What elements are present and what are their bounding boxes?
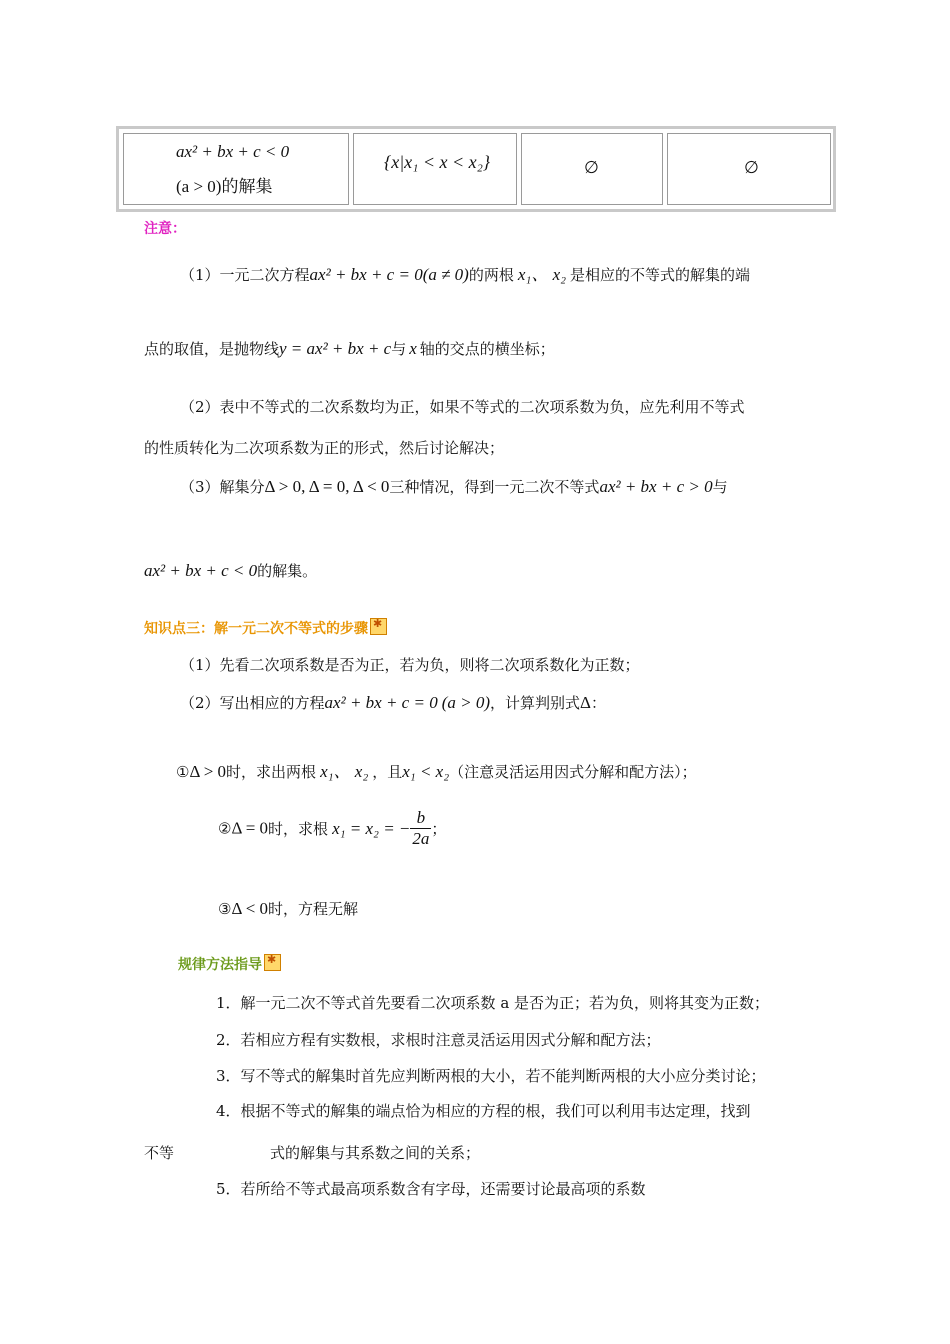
solution-table — [116, 126, 836, 212]
note-2-line-2: 的性质转化为二次项系数为正的形式，然后讨论解决； — [144, 439, 505, 457]
inequality-condition: (a > 0)的解集 — [176, 177, 273, 196]
section-title-method: 规律方法指导✱ — [178, 954, 281, 974]
method-item-5: 5．若所给不等式最高项系数含有字母，还需要讨论最高项的系数 — [216, 1180, 646, 1198]
note-3-line-2: ax² + bx + c < 0的解集。 — [144, 561, 318, 580]
note-3-line-1: （3）解集分Δ > 0, Δ = 0, Δ < 0三种情况，得到一元二次不等式ax² + bx + c > 0与 — [180, 477, 728, 496]
expand-icon[interactable] — [370, 618, 387, 635]
k3-case-3: ③Δ < 0时，方程无解 — [218, 899, 359, 918]
note-2-line-1: （2）表中不等式的二次系数均为正，如果不等式的二次项系数为负，应先利用不等式 — [180, 398, 745, 416]
inequality-lt: ax² + bx + c < 0 — [144, 561, 258, 580]
k3-case-2: ②Δ = 0时，求根 x₁ = x₂ = − $\frac{b}{2a}$ ； — [218, 808, 447, 848]
section-title-k3: 知识点三：解一元二次不等式的步骤✱ — [144, 618, 387, 638]
table-cell-solution-zero — [521, 133, 663, 205]
fraction: $\frac{b}{2a}$ — [412, 808, 430, 848]
k3-step-2: （2）写出相应的方程ax² + bx + c = 0 (a > 0)，计算判别式Δ： — [180, 693, 606, 712]
table-cell-solution-negative — [667, 133, 831, 205]
parabola-eq: y = ax² + bx + c — [279, 339, 392, 358]
solution-set: {x|x₁ < x < x₂} — [384, 152, 491, 172]
expand-icon[interactable] — [264, 954, 281, 971]
method-item-2: 2．若相应方程有实数根，求根时注意灵活运用因式分解和配方法； — [216, 1031, 661, 1049]
delta-cases: Δ > 0, Δ = 0, Δ < 0 — [264, 477, 390, 496]
equation: ax² + bx + c = 0(a ≠ 0) — [309, 265, 469, 284]
inequality-expr: ax² + bx + c < 0 — [176, 142, 290, 161]
inequality-gt: ax² + bx + c > 0 — [599, 477, 713, 496]
table-cell-solution-positive — [353, 133, 517, 205]
method-item-4: 4．根据不等式的解集的端点恰为相应的方程的根，我们可以利用韦达定理，找到 — [216, 1102, 751, 1120]
method-item-1: 1．解一元二次不等式首先要看二次项系数 a 是否为正；若为负，则将其变为正数； — [216, 994, 770, 1012]
roots: x₁、 x₂ — [517, 265, 567, 284]
table-cell-inequality — [123, 133, 349, 205]
method-item-4-cont-a: 不等 — [144, 1144, 175, 1162]
empty-set-icon: ∅ — [584, 158, 599, 178]
note-1-line-2: 点的取值，是抛物线y = ax² + bx + c与 x 轴的交点的横坐标； — [144, 339, 555, 358]
method-item-3: 3．写不等式的解集时首先应判断两根的大小，若不能判断两根的大小应分类讨论； — [216, 1067, 766, 1085]
note-1-line-1: （1）一元二次方程ax² + bx + c = 0(a ≠ 0)的两根 x₁、 x₂ 是相应的不等式的解集的端 — [180, 265, 751, 284]
k3-step-1: （1）先看二次项系数是否为正，若为负，则将二次项系数化为正数； — [180, 656, 640, 674]
note-title: 注意： — [144, 221, 186, 237]
method-item-4-cont-b: 式的解集与其系数之间的关系； — [270, 1144, 481, 1162]
k3-case-1: ①Δ > 0时，求出两根 x₁、 x₂ ，且x₁ < x₂（注意灵活运用因式分解和配方法）； — [176, 762, 697, 781]
empty-set-icon: ∅ — [744, 158, 759, 178]
